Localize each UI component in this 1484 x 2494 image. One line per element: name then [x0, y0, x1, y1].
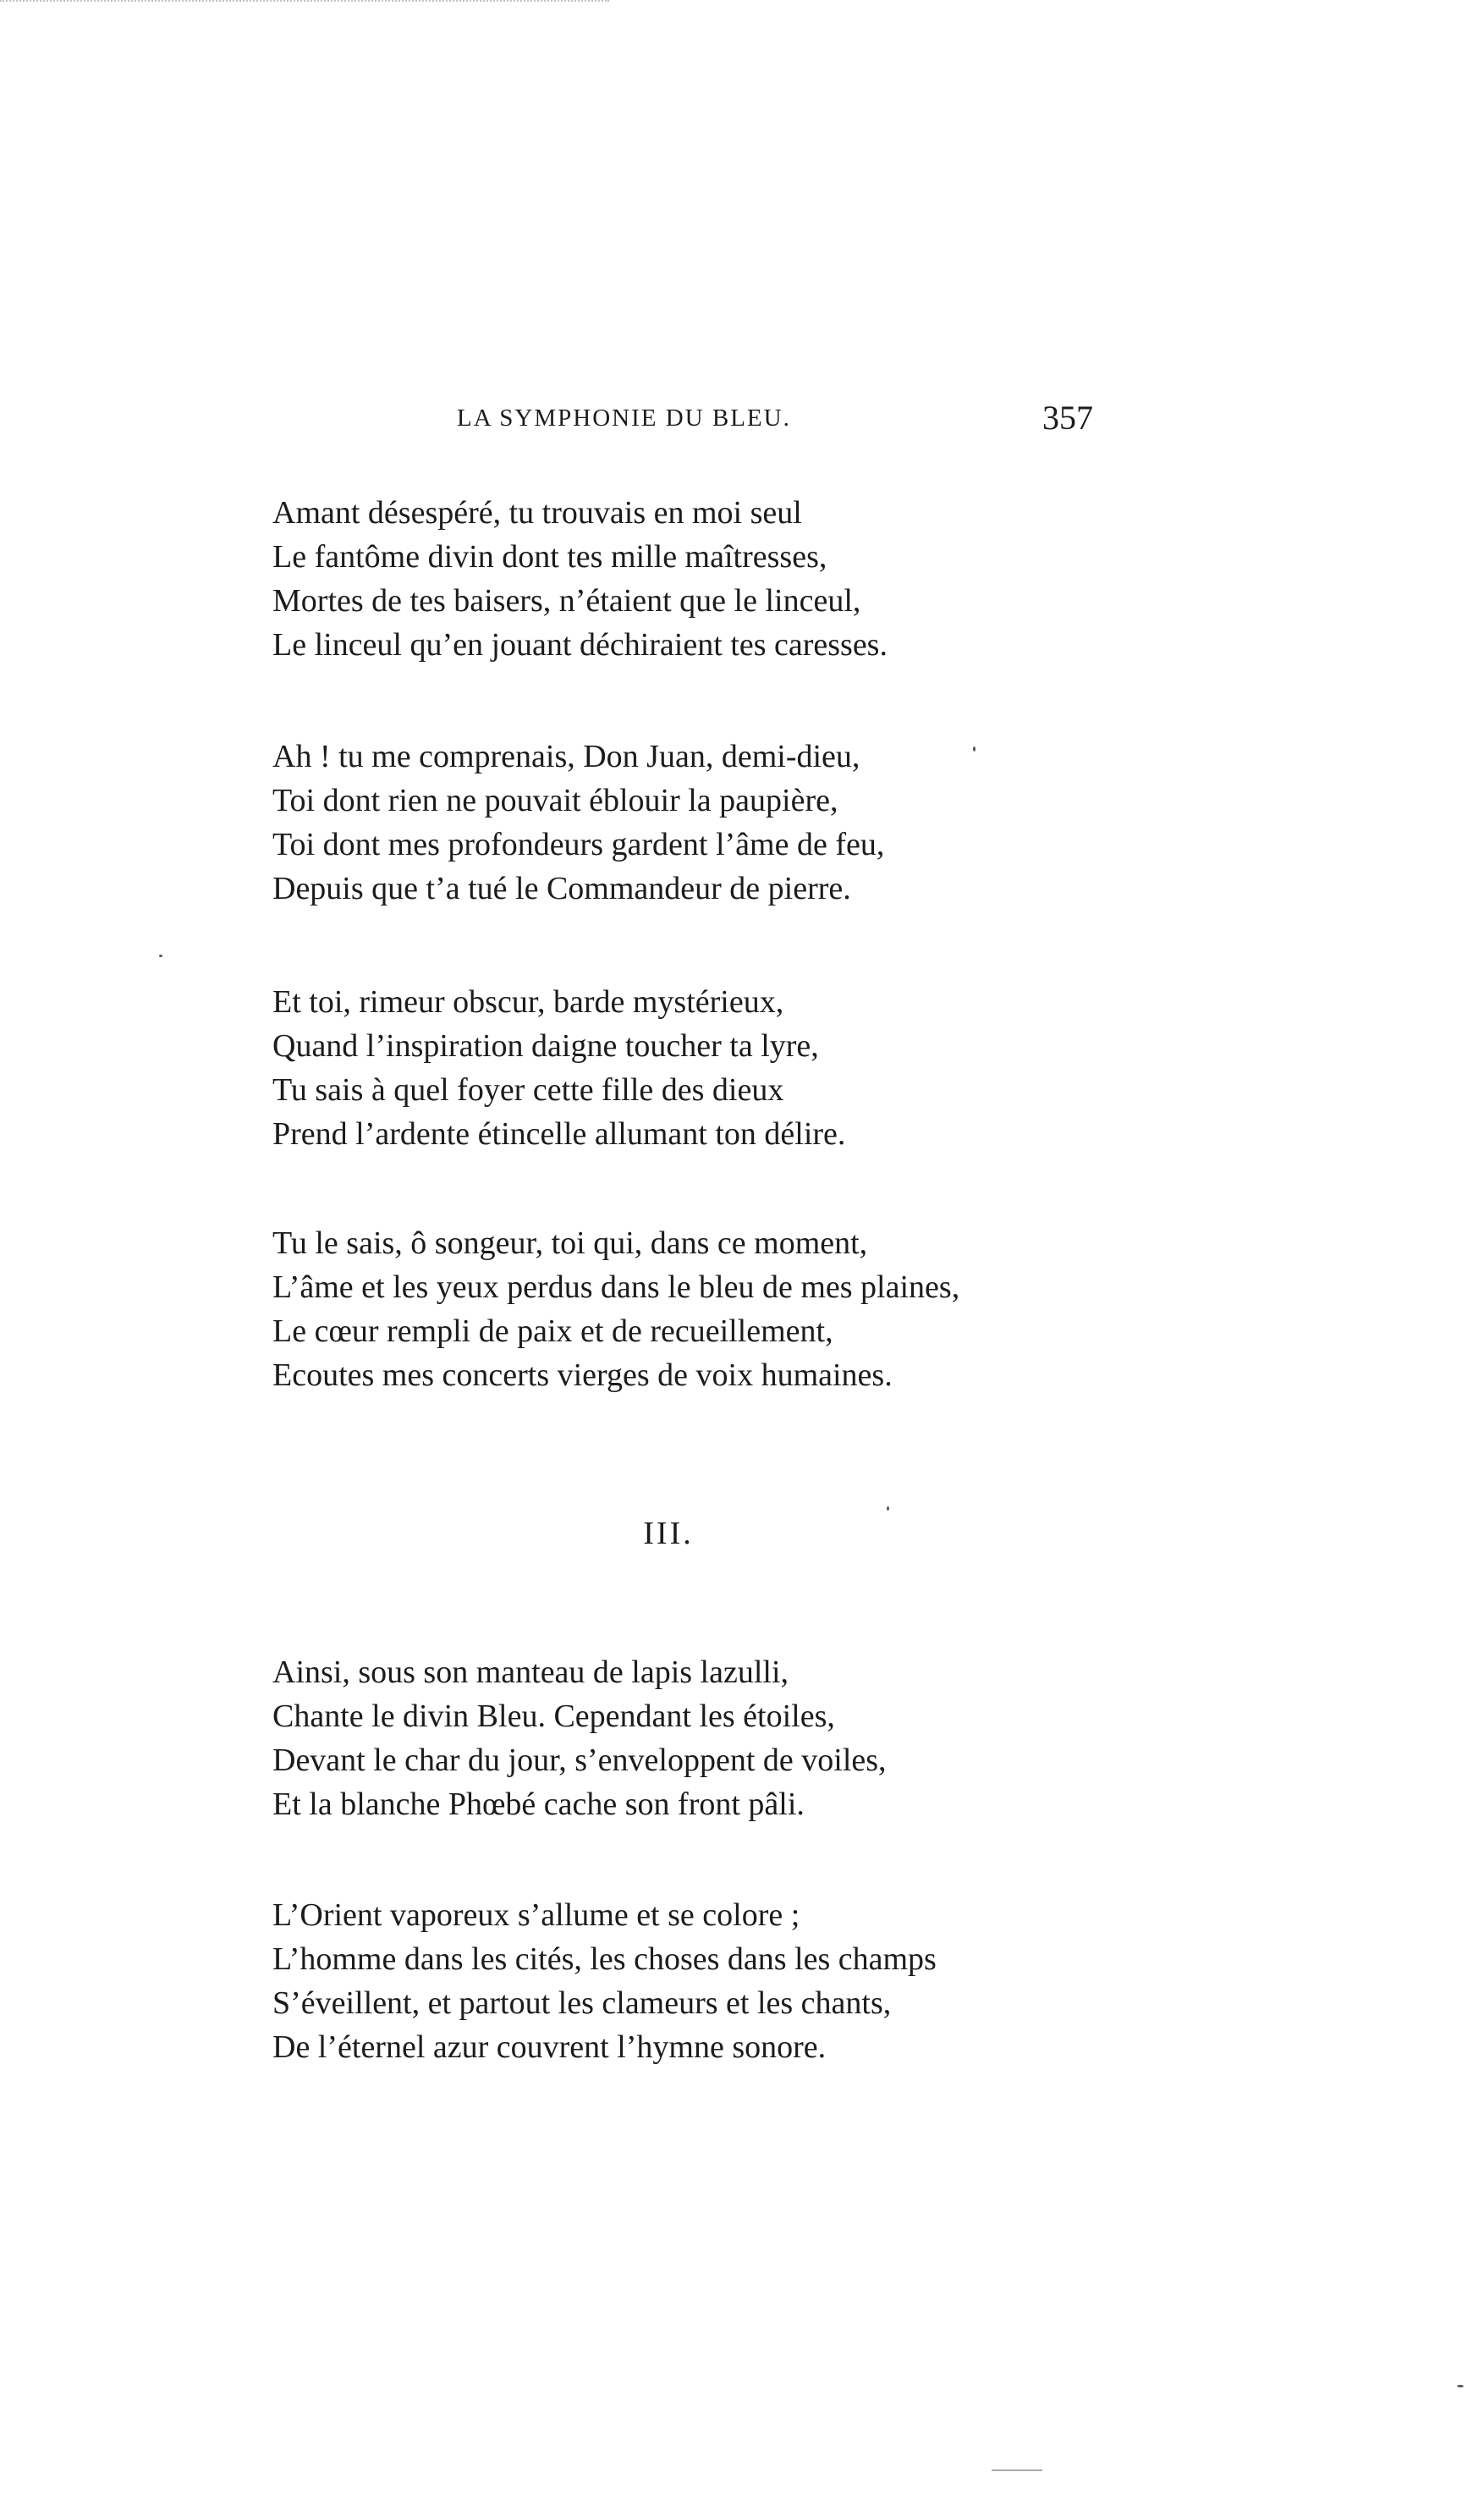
- verse-line: Tu sais à quel foyer cette fille des dieux: [272, 1072, 784, 1108]
- verse-line: Devant le char du jour, s’enveloppent de voiles,: [272, 1742, 887, 1778]
- verse-line: Ainsi, sous son manteau de lapis lazulli,: [272, 1654, 789, 1690]
- scan-edge-mark: [992, 2469, 1042, 2471]
- verse-line: Quand l’inspiration daigne toucher ta lyre,: [272, 1028, 819, 1064]
- scan-edge-noise: [0, 0, 609, 12]
- scan-speck: [973, 746, 976, 752]
- verse-line: De l’éternel azur couvrent l’hymne sonore.: [272, 2029, 827, 2065]
- verse-line: Et toi, rimeur obscur, barde mystérieux,: [272, 984, 784, 1020]
- scan-speck: [887, 1506, 889, 1511]
- scan-speck: [1457, 2385, 1464, 2387]
- verse-line: Depuis que t’a tué le Commandeur de pierre.: [272, 871, 851, 906]
- verse-line: Mortes de tes baisers, n’étaient que le linceul,: [272, 583, 861, 619]
- verse-line: Amant désespéré, tu trouvais en moi seul: [272, 495, 802, 531]
- stanza-5: [272, 1650, 1118, 1826]
- section-heading: III.: [643, 1516, 694, 1551]
- stanza-3: [272, 980, 1118, 1156]
- verse-line: Tu le sais, ô songeur, toi qui, dans ce moment,: [272, 1225, 868, 1261]
- verse-line: Toi dont rien ne pouvait éblouir la paupière,: [272, 783, 838, 818]
- scan-speck: [159, 955, 162, 957]
- stanza-6: [272, 1893, 1118, 2069]
- stanza-2: [272, 735, 1118, 911]
- verse-line: Le cœur rempli de paix et de recueillement,: [272, 1313, 833, 1349]
- verse-line: Ah ! tu me comprenais, Don Juan, demi-dieu,: [272, 739, 860, 774]
- running-title: LA SYMPHONIE DU BLEU.: [457, 405, 791, 432]
- verse-line: Chante le divin Bleu. Cependant les étoiles,: [272, 1698, 835, 1734]
- verse-line: L’âme et les yeux perdus dans le bleu de mes plaines,: [272, 1269, 960, 1305]
- verse-line: Le linceul qu’en jouant déchiraient tes caresses.: [272, 627, 888, 663]
- verse-line: S’éveillent, et partout les clameurs et les chants,: [272, 1985, 892, 2021]
- page-number: 357: [1042, 399, 1093, 437]
- verse-line: L’Orient vaporeux s’allume et se colore ;: [272, 1897, 800, 1933]
- verse-line: Et la blanche Phœbé cache son front pâli.: [272, 1787, 805, 1822]
- verse-line: Ecoutes mes concerts vierges de voix humaines.: [272, 1357, 893, 1393]
- stanza-4: [272, 1221, 1118, 1397]
- stanza-1: [272, 491, 1118, 667]
- verse-line: Le fantôme divin dont tes mille maîtresses,: [272, 539, 827, 575]
- verse-line: Toi dont mes profondeurs gardent l’âme de feu,: [272, 827, 885, 862]
- verse-line: L’homme dans les cités, les choses dans les champs: [272, 1941, 937, 1977]
- verse-line: Prend l’ardente étincelle allumant ton délire.: [272, 1116, 846, 1152]
